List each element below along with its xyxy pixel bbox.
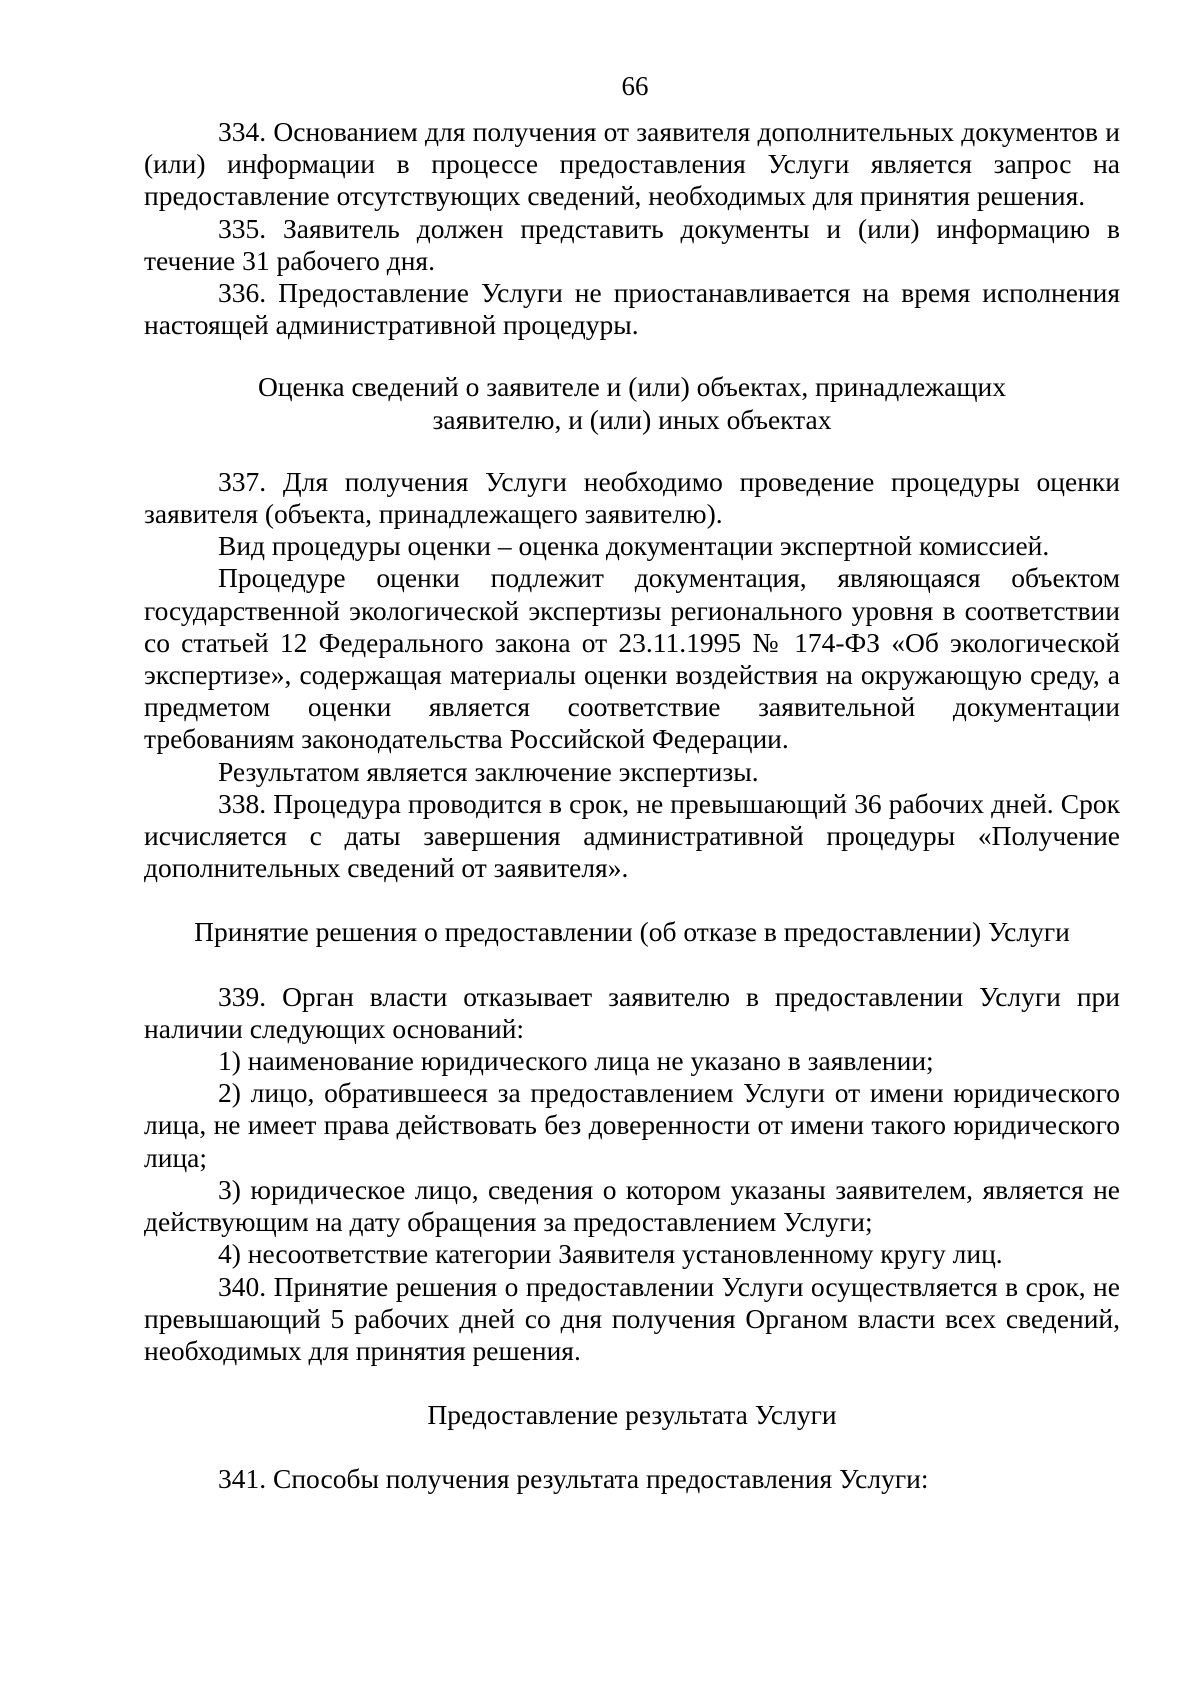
- list-item-refusal-2: 2) лицо, обратившееся за предоставлением Услуги от имени юридического лица, не имеет права действовать без доверенности от имени такого юридического лица;: [144, 1077, 1120, 1173]
- spacer: [144, 341, 1120, 371]
- section-heading-assessment: [144, 371, 1120, 435]
- paragraph-337: 337. Для получения Услуги необходимо проведение процедуры оценки заявителя (объекта, принадлежащего заявителю).: [144, 465, 1120, 530]
- spacer: [144, 884, 1120, 916]
- section-heading-line: Оценка сведений о заявителе и (или) объектах, принадлежащих: [257, 371, 1007, 403]
- paragraph-339: 339. Орган власти отказывает заявителю в предоставлении Услуги при наличии следующих оснований:: [144, 980, 1120, 1044]
- section-heading-result: Предоставление результата Услуги: [427, 1399, 837, 1431]
- document-body: [144, 116, 1120, 1496]
- paragraph-336: 336. Предоставление Услуги не приостанавливается на время исполнения настоящей административной процедуры.: [144, 277, 1120, 341]
- section-heading-decision: Принятие решения о предоставлении (об отказе в предоставлении) Услуги: [194, 916, 1070, 948]
- spacer: [144, 949, 1120, 981]
- paragraph-340: 340. Принятие решения о предоставлении Услуги осуществляется в срок, не превышающий 5 рабочих дней со дня получения Органом власти всех сведений, необходимых для принятия решения.: [144, 1270, 1120, 1366]
- spacer: [144, 1367, 1120, 1399]
- paragraph-assessment-type: Вид процедуры оценки – оценка документации экспертной комиссией.: [218, 530, 1050, 562]
- list-item-refusal-4: 4) несоответствие категории Заявителя установленному кругу лиц.: [218, 1238, 1003, 1270]
- spacer: [144, 1431, 1120, 1463]
- paragraph-assessment-subject: Процедуре оценки подлежит документация, являющаяся объектом государственной экологической экспертизы регионального уровня в соответствии со статьей 12 Федерального закона от 23.11.1995 № 174-ФЗ «Об экологической экспертизе», содержащая материалы оценки воздействия на окружающую среду, а предметом оценки является соответствие заявительной документации требованиям законодательства Российской Федерации.: [144, 562, 1120, 755]
- paragraph-335: 335. Заявитель должен представить документы и (или) информацию в течение 31 рабочего дня.: [144, 212, 1120, 276]
- list-item-refusal-3: 3) юридическое лицо, сведения о котором указаны заявителем, является не действующим на дату обращения за предоставлением Услуги;: [144, 1173, 1120, 1238]
- paragraph-assessment-result: Результатом является заключение экспертизы.: [218, 755, 759, 787]
- page-number: 66: [621, 71, 649, 101]
- paragraph-338: 338. Процедура проводится в срок, не превышающий 36 рабочих дней. Срок исчисляется с даты завершения административной процедуры «Получение дополнительных сведений от заявителя».: [144, 787, 1120, 884]
- section-heading-line: заявителю, и (или) иных объектах: [432, 403, 832, 435]
- paragraph-341: 341. Способы получения результата предоставления Услуги:: [218, 1463, 929, 1495]
- paragraph-334: 334. Основанием для получения от заявителя дополнительных документов и (или) информации в процессе предоставления Услуги является запрос на предоставление отсутствующих сведений, необходимых для принятия решения.: [144, 116, 1120, 212]
- list-item-refusal-1: 1) наименование юридического лица не указано в заявлении;: [218, 1045, 934, 1077]
- spacer: [144, 436, 1120, 466]
